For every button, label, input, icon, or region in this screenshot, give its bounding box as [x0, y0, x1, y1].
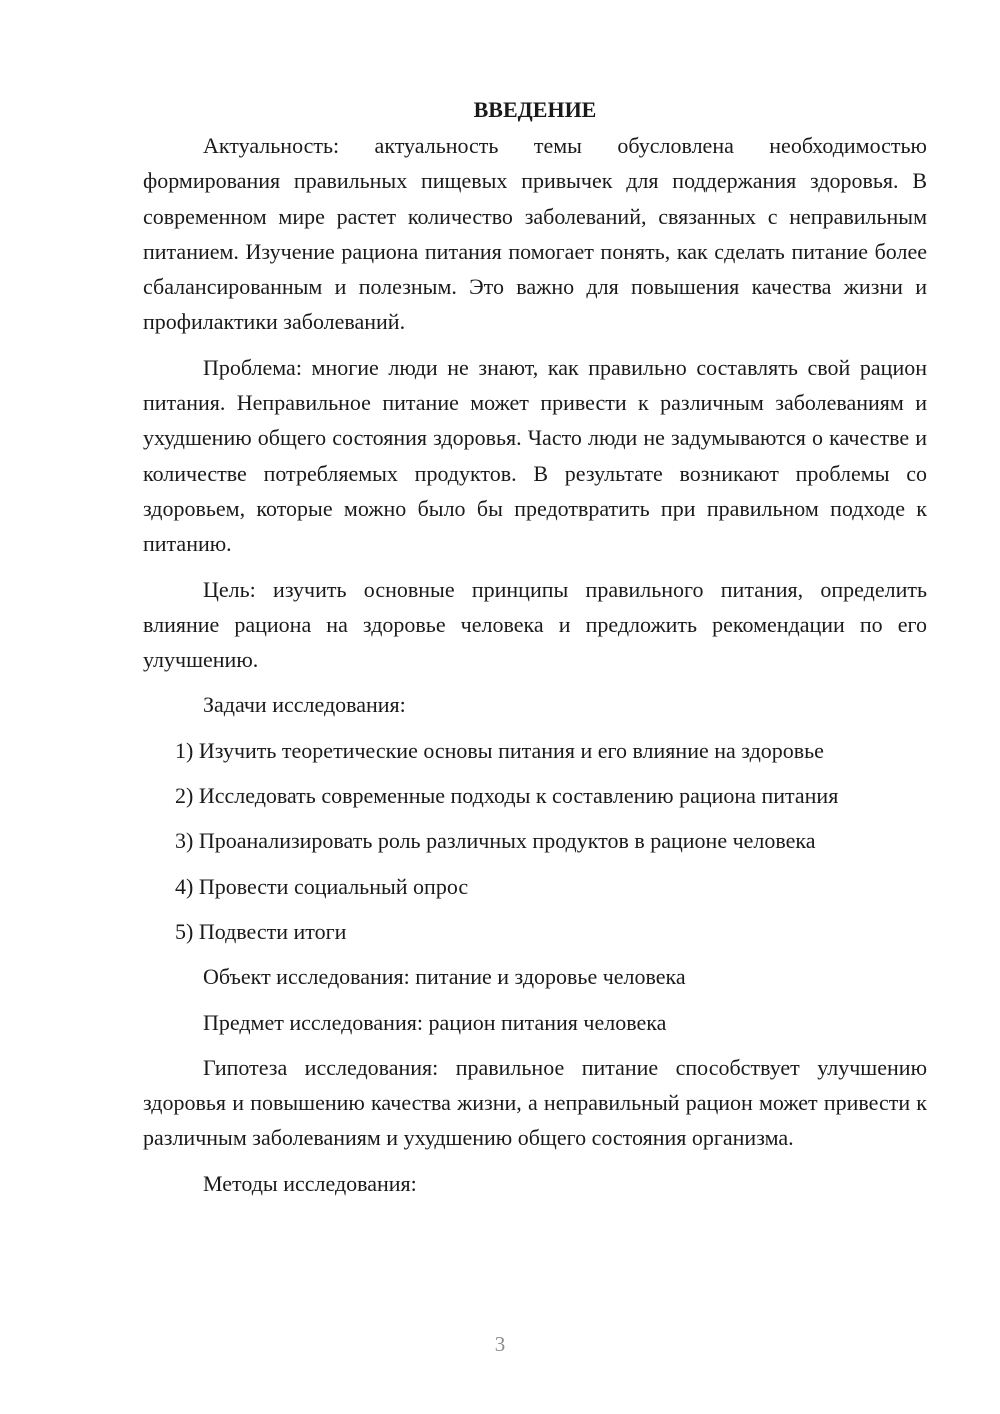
relevance-paragraph: Актуальность: актуальность темы обусловлена необходимостью формирования правильных пищевых привычек для поддержания здоровья. В современном мире растет количество заболеваний, связанных с неправильным питанием. Изучение рациона питания помогает понять, как сделать питание более сбалансированным и полезным. Это важно для повышения качества жизни и профилактики заболеваний.	[143, 133, 927, 335]
list-item: 4) Провести социальный опрос	[175, 873, 469, 899]
subject-paragraph: Предмет исследования: рацион питания человека	[203, 1009, 667, 1035]
page-number: 3	[494, 1332, 506, 1356]
page-title: ВВЕДЕНИЕ	[473, 97, 597, 122]
hypothesis-paragraph: Гипотеза исследования: правильное питание способствует улучшению здоровья и повышению качества жизни, а неправильный рацион может привести к различным заболеваниям и ухудшению общего состояния организма.	[143, 1054, 927, 1151]
tasks-list	[143, 733, 927, 949]
methods-title: Методы исследования:	[203, 1170, 417, 1196]
list-item: 5) Подвести итоги	[175, 918, 347, 944]
list-item: 2) Исследовать современные подходы к составлению рациона питания	[175, 783, 839, 809]
tasks-title: Задачи исследования:	[203, 692, 406, 718]
list-item: 1) Изучить теоретические основы питания и его влияние на здоровье	[175, 737, 824, 763]
goal-paragraph: Цель: изучить основные принципы правильного питания, определить влияние рациона на здоровье человека и предложить рекомендации по его улучшению.	[143, 576, 927, 673]
problem-paragraph: Проблема: многие люди не знают, как правильно составлять свой рацион питания. Неправильное питание может привести к различным заболеваниям и ухудшению общего состояния здоровья. Часто люди не задумываются о качестве и количестве потребляемых продуктов. В результате возникают проблемы со здоровьем, которые можно было бы предотвратить при правильном подходе к питанию.	[143, 354, 927, 557]
document-page	[143, 92, 927, 1211]
list-item: 3) Проанализировать роль различных продуктов в рационе человека	[175, 828, 816, 854]
object-paragraph: Объект исследования: питание и здоровье человека	[203, 964, 686, 990]
